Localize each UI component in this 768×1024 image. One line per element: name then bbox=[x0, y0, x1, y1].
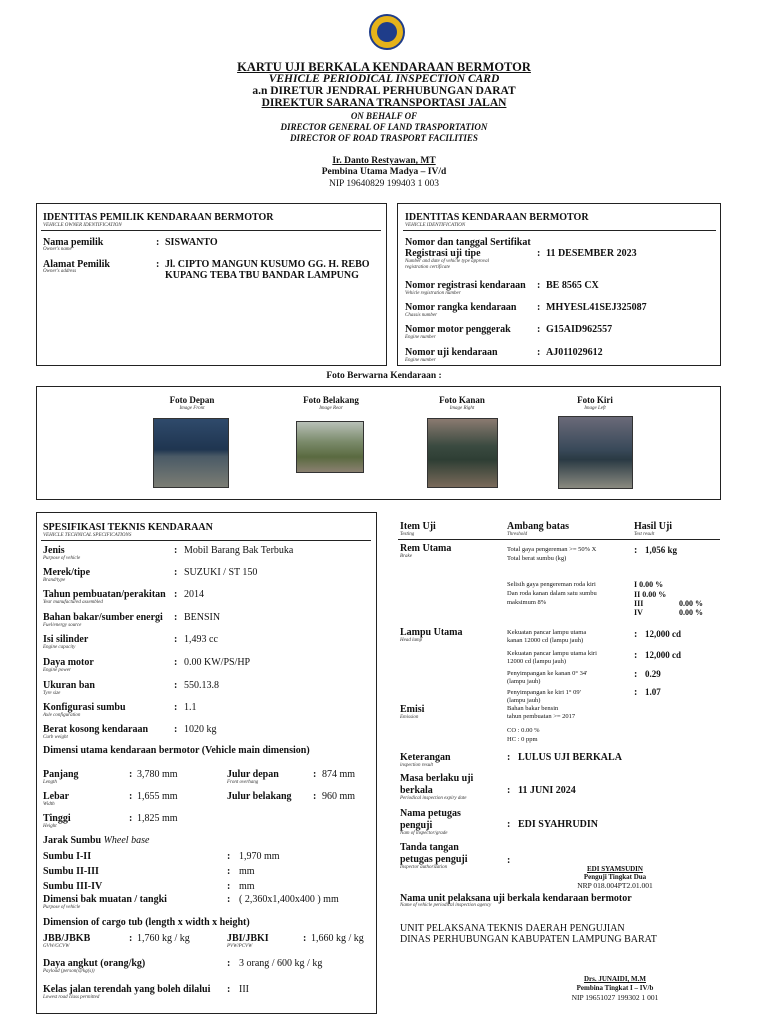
cert-value: 11 DESEMBER 2023 bbox=[546, 248, 637, 259]
spec-sub: Curb weight bbox=[43, 735, 68, 740]
engine-colon: : bbox=[537, 324, 541, 335]
axle-value: 1,970 mm bbox=[239, 851, 280, 862]
length-colon: : bbox=[129, 769, 133, 780]
brake-threshold-1: Total gaya pengereman >= 50% X bbox=[507, 546, 597, 553]
length-sub: Length bbox=[43, 780, 57, 785]
rear-overhang-colon: : bbox=[313, 791, 317, 802]
spec-colon: : bbox=[174, 589, 178, 600]
emission-hc: HC : 0 ppm bbox=[507, 736, 538, 743]
brake-diff-2: Dan roda kanan dalam satu sumbu bbox=[507, 590, 597, 597]
front-overhang-label: Julur depan bbox=[227, 769, 279, 780]
dimension-heading: Dimensi utama kendaraan bermotor (Vehicle main dimension) bbox=[43, 745, 310, 756]
axle-label: Sumbu II-III bbox=[43, 866, 99, 877]
emission-co: CO : 0.00 % bbox=[507, 727, 540, 734]
payload-sub: Payload (person(s)/kg(s)) bbox=[43, 969, 95, 974]
inspector-sub: Nam of inspector/grade bbox=[400, 831, 448, 836]
reg-sub: Vehicle registration number bbox=[405, 291, 461, 296]
chassis-label: Nomor rangka kendaraan bbox=[405, 302, 517, 313]
axle-label: Sumbu I-II bbox=[43, 851, 92, 862]
expiry-label-1: Masa berlaku uji bbox=[400, 773, 474, 784]
specs-heading-rule bbox=[41, 540, 371, 541]
inspector-label-1: Nama petugas bbox=[400, 808, 461, 819]
spec-sub: Engine capacity bbox=[43, 645, 76, 650]
spec-colon: : bbox=[174, 680, 178, 691]
brake-axle-3: III bbox=[634, 599, 644, 608]
axle-colon: : bbox=[227, 851, 231, 862]
specs-box bbox=[36, 512, 377, 1014]
head-signature-nip: NIP 19651027 199302 1 001 bbox=[571, 993, 659, 1002]
engine-label: Nomor motor penggerak bbox=[405, 324, 511, 335]
photo-left-sub: Image Left bbox=[584, 406, 606, 411]
spec-value: 550.13.8 bbox=[184, 680, 219, 691]
spec-value: 1.1 bbox=[184, 702, 197, 713]
brake-diff-3: maksimum 8% bbox=[507, 599, 547, 606]
chassis-sub: Chassis number bbox=[405, 313, 438, 318]
width-colon: : bbox=[129, 791, 133, 802]
cargo-tub-heading: Dimension of cargo tub (length x width x height) bbox=[43, 917, 250, 928]
width-sub: Width bbox=[43, 802, 55, 807]
spec-value: SUZUKI / ST 150 bbox=[184, 567, 258, 578]
reg-value: BE 8565 CX bbox=[546, 280, 599, 291]
col-result-header: Hasil Uji bbox=[634, 521, 673, 532]
emission-label: Emisi bbox=[400, 704, 425, 715]
signature-label-1: Tanda tangan bbox=[400, 842, 459, 853]
brake-result-1: 1,056 kg bbox=[645, 545, 678, 555]
vehicle-heading-rule bbox=[403, 230, 716, 231]
col-threshold-header: Ambang batas bbox=[507, 521, 569, 532]
spec-colon: : bbox=[174, 724, 178, 735]
test-number-label: Nomor uji kendaraan bbox=[405, 347, 498, 358]
spec-value: 2014 bbox=[184, 589, 204, 600]
spec-colon: : bbox=[174, 657, 178, 668]
col-item-sub: Testing bbox=[400, 532, 415, 537]
spec-label: Tahun pembuatan/perakitan bbox=[43, 589, 166, 600]
headlamp-colon-4: : bbox=[634, 687, 638, 698]
pvw-label: JBI/JBKI bbox=[227, 933, 269, 944]
gvw-value: 1,760 kg / kg bbox=[137, 933, 190, 944]
spec-colon: : bbox=[174, 567, 178, 578]
photo-front-sub: Image Front bbox=[179, 406, 205, 411]
signature-sub: Inspector authorization bbox=[400, 865, 448, 870]
road-class-value: III bbox=[239, 984, 249, 995]
spec-sub: Purpose of vehicle bbox=[43, 556, 81, 561]
headlamp-threshold-2: kanan 12000 cd (lampu jauh) bbox=[507, 637, 584, 644]
photo-front-label: Foto Depan bbox=[169, 395, 215, 405]
owner-identity-box bbox=[36, 203, 387, 366]
spec-label: Merek/tipe bbox=[43, 567, 91, 578]
pvw-value: 1,660 kg / kg bbox=[311, 933, 364, 944]
inspector-signature-rank: Penguji Tingkat Dua bbox=[583, 873, 647, 881]
spec-value: Mobil Barang Bak Terbuka bbox=[184, 545, 294, 556]
signature-label-2: petugas penguji bbox=[400, 854, 468, 865]
directorate: DIREKTUR SARANA TRANSPORTASI JALAN bbox=[261, 97, 507, 109]
headlamp-threshold-5: Penyimpangan ke kanan 0° 34' bbox=[507, 670, 588, 677]
inspector-signature-name: EDI SYAMSUDIN bbox=[587, 865, 643, 873]
owner-name-sub: Owner's name bbox=[43, 247, 72, 252]
head-signature-name: Drs. JUNAIDI, M.M bbox=[583, 975, 647, 983]
axle-colon: : bbox=[227, 881, 231, 892]
agency-line-1: UNIT PELAKSANA TEKNIS DAERAH PENGUJIAN bbox=[400, 923, 625, 934]
inspector-colon: : bbox=[507, 819, 511, 830]
spec-sub: Fuel/energy source bbox=[43, 623, 82, 628]
official-rank: Pembina Utama Madya – IV/d bbox=[321, 167, 447, 177]
expiry-colon: : bbox=[507, 785, 511, 796]
owner-heading: IDENTITAS PEMILIK KENDARAAN BERMOTOR bbox=[43, 212, 274, 223]
owner-name-value: SISWANTO bbox=[165, 237, 218, 248]
cert-label-1: Nomor dan tanggal Sertifikat bbox=[405, 237, 531, 248]
spec-label: Isi silinder bbox=[43, 634, 89, 645]
owner-address-line-2: KUPANG TEBA TBU BANDAR LAMPUNG bbox=[165, 270, 359, 281]
gvw-colon: : bbox=[129, 933, 133, 944]
agency-label: Nama unit pelaksana uji berkala kendaraan bermotor bbox=[400, 893, 632, 904]
col-result-sub: Test result bbox=[634, 532, 655, 537]
behalf-line-1: ON BEHALF OF bbox=[350, 111, 418, 121]
vehicle-heading: IDENTITAS KENDARAAN BERMOTOR bbox=[405, 212, 589, 223]
width-label: Lebar bbox=[43, 791, 70, 802]
length-label: Panjang bbox=[43, 769, 79, 780]
headlamp-threshold-7: Penyimpangan ke kiri 1° 09' bbox=[507, 689, 581, 696]
headlamp-colon-1: : bbox=[634, 629, 638, 640]
signature-colon: : bbox=[507, 855, 511, 866]
results-header-rule bbox=[398, 539, 720, 540]
photo-rear-label: Foto Belakang bbox=[303, 395, 359, 405]
road-class-sub: Lowest road class permitted bbox=[43, 995, 100, 1000]
headlamp-result-1: 12,000 cd bbox=[645, 629, 681, 639]
owner-address-line-1: Jl. CIPTO MANGUN KUSUMO GG. H. REBO bbox=[165, 259, 370, 270]
wheelbase-label-en: Wheel base bbox=[103, 835, 150, 846]
agency-line-2: DINAS PERHUBUNGAN KABUPATEN LAMPUNG BARAT bbox=[400, 934, 657, 945]
vehicle-heading-sub: VEHICLE IDENTIFICATION bbox=[405, 223, 466, 228]
card-title-en: VEHICLE PERIODICAL INSPECTION CARD bbox=[268, 73, 500, 85]
headlamp-threshold-6: (lampu jauh) bbox=[507, 678, 541, 685]
headlamp-colon-2: : bbox=[634, 650, 638, 661]
axle-value: mm bbox=[239, 881, 255, 892]
emission-threshold-2: tahun pembuatan >= 2017 bbox=[507, 713, 576, 720]
emission-sub: Emission bbox=[400, 715, 419, 720]
payload-value: 3 orang / 600 kg / kg bbox=[239, 958, 323, 969]
brake-label: Rem Utama bbox=[400, 543, 452, 554]
headlamp-result-3: 0.29 bbox=[645, 669, 661, 679]
owner-address-label: Alamat Pemilik bbox=[43, 259, 110, 270]
reg-colon: : bbox=[537, 280, 541, 291]
gvw-label: JBB/JBKB bbox=[43, 933, 91, 944]
test-number-colon: : bbox=[537, 347, 541, 358]
spec-label: Bahan bakar/sumber energi bbox=[43, 612, 163, 623]
front-overhang-colon: : bbox=[313, 769, 317, 780]
brake-diff-1: Selisih gaya pengereman roda kiri bbox=[507, 581, 596, 588]
road-class-colon: : bbox=[227, 984, 231, 995]
height-label: Tinggi bbox=[43, 813, 71, 824]
front-overhang-sub: Front overhang bbox=[227, 780, 259, 785]
card-title: KARTU UJI BERKALA KENDARAAN BERMOTOR bbox=[237, 60, 531, 74]
photo-front bbox=[153, 418, 229, 488]
cert-colon: : bbox=[537, 248, 541, 259]
vehicle-identity-box bbox=[397, 203, 721, 366]
test-number-sub: Engine number bbox=[405, 358, 436, 363]
remark-sub: inspection result bbox=[400, 763, 434, 768]
cert-label-2: Registrasi uji tipe bbox=[405, 248, 481, 259]
expiry-label-2: berkala bbox=[400, 785, 433, 796]
photo-right bbox=[427, 418, 498, 488]
height-sub: Height bbox=[43, 824, 57, 829]
test-number-value: AJ011029612 bbox=[546, 347, 603, 358]
spec-colon: : bbox=[174, 612, 178, 623]
spec-label: Jenis bbox=[43, 545, 65, 556]
wheelbase-label bbox=[43, 835, 149, 846]
photo-rear-sub: Image Rear bbox=[319, 406, 343, 411]
col-threshold-sub: Threshold bbox=[507, 532, 528, 537]
pvw-colon: : bbox=[303, 933, 307, 944]
spec-label: Daya motor bbox=[43, 657, 94, 668]
headlamp-threshold-3: Kekuatan pancar lampu utama kiri bbox=[507, 650, 597, 657]
headlamp-sub: Head lamp bbox=[400, 638, 423, 643]
photo-left bbox=[558, 416, 633, 489]
specs-heading-sub: VEHICLE TECHNICAL SPECIFICATIONS bbox=[43, 533, 132, 538]
specs-heading: SPESIFIKASI TEKNIS KENDARAAN bbox=[43, 522, 213, 533]
owner-name-colon: : bbox=[156, 237, 160, 248]
headlamp-result-4: 1.07 bbox=[645, 687, 661, 697]
rear-overhang-value: 960 mm bbox=[322, 791, 356, 802]
cargo-dim-colon: : bbox=[227, 894, 231, 905]
photo-right-sub: Image Right bbox=[449, 406, 475, 411]
spec-value: 1020 kg bbox=[184, 724, 217, 735]
spec-colon: : bbox=[174, 545, 178, 556]
photos-heading: Foto Berwarna Kendaraan : bbox=[326, 371, 442, 381]
expiry-value: 11 JUNI 2024 bbox=[518, 785, 576, 796]
owner-heading-rule bbox=[41, 230, 381, 231]
brake-axle-4-value: 0.00 % bbox=[679, 608, 703, 617]
cargo-dim-label: Dimensi bak muatan / tangki bbox=[43, 894, 167, 905]
spec-sub: Engine power bbox=[43, 668, 71, 673]
reg-label: Nomor registrasi kendaraan bbox=[405, 280, 526, 291]
inspector-label-2: penguji bbox=[400, 820, 433, 831]
cargo-dim-sub: Purpose of vehicle bbox=[43, 905, 81, 910]
cert-sub-1: Number and date of vehicle type approval bbox=[405, 259, 489, 264]
emission-threshold-1: Bahan bakar bensin bbox=[507, 705, 559, 712]
spec-sub: Axle configuration bbox=[43, 713, 81, 718]
inspector-signature-nrp: NRP 018.004PT2.01.001 bbox=[577, 881, 653, 890]
brake-axle-2: II 0.00 % bbox=[634, 590, 667, 599]
headlamp-result-2: 12,000 cd bbox=[645, 650, 681, 660]
an-line: a.n DIRETUR JENDRAL PERHUBUNGAN DARAT bbox=[252, 85, 516, 97]
width-value: 1,655 mm bbox=[137, 791, 178, 802]
spec-sub: Tyre size bbox=[43, 691, 61, 696]
height-value: 1,825 mm bbox=[137, 813, 178, 824]
rear-overhang-label: Julur belakang bbox=[227, 791, 292, 802]
remark-label: Keterangan bbox=[400, 752, 451, 763]
payload-label: Daya angkut (orang/kg) bbox=[43, 958, 146, 969]
chassis-colon: : bbox=[537, 302, 541, 313]
owner-name-label: Nama pemilik bbox=[43, 237, 104, 248]
spec-colon: : bbox=[174, 702, 178, 713]
official-name: Ir. Danto Restyawan, MT bbox=[332, 156, 436, 166]
behalf-line-2: DIRECTOR GENERAL OF LAND TRASPORTATION bbox=[280, 122, 488, 132]
ministry-emblem bbox=[369, 14, 405, 50]
engine-value: G15AID962557 bbox=[546, 324, 613, 335]
spec-value: 1,493 cc bbox=[184, 634, 218, 645]
headlamp-threshold-1: Kekuatan pancar lampu utama bbox=[507, 629, 587, 636]
owner-address-sub: Owner's address bbox=[43, 269, 77, 274]
brake-axle-4: IV bbox=[634, 608, 643, 617]
owner-heading-sub: VEHICLE OWNER IDENTIFICATION bbox=[43, 223, 122, 228]
headlamp-label: Lampu Utama bbox=[400, 627, 463, 638]
spec-label: Ukuran ban bbox=[43, 680, 95, 691]
brake-threshold-2: Total berat sumbu (kg) bbox=[507, 555, 567, 562]
axle-value: mm bbox=[239, 866, 255, 877]
brake-axle-1: I 0.00 % bbox=[634, 580, 664, 589]
spec-sub: Year manufactured assembled bbox=[43, 600, 103, 605]
payload-colon: : bbox=[227, 958, 231, 969]
brake-colon: : bbox=[634, 545, 638, 556]
wheelbase-label-id: Jarak Sumbu bbox=[43, 835, 102, 846]
remark-colon: : bbox=[507, 752, 511, 763]
photo-right-label: Foto Kanan bbox=[439, 395, 485, 405]
agency-sub: Name of vehicle periodical inspection agency bbox=[400, 903, 492, 908]
col-item-header: Item Uji bbox=[400, 521, 436, 532]
cert-sub-2: registration certificate bbox=[405, 265, 450, 270]
cargo-dim-value: ( 2,360x1,400x400 ) mm bbox=[239, 894, 339, 905]
owner-address-colon: : bbox=[156, 259, 160, 270]
road-class-label: Kelas jalan terendah yang boleh dilalui bbox=[43, 984, 211, 995]
brake-axle-3-value: 0.00 % bbox=[679, 599, 703, 608]
headlamp-colon-3: : bbox=[634, 669, 638, 680]
official-nip: NIP 19640829 199403 1 003 bbox=[329, 179, 439, 189]
spec-sub: Brand/type bbox=[43, 578, 66, 583]
inspector-value: EDI SYAHRUDIN bbox=[518, 819, 598, 830]
photo-left-label: Foto Kiri bbox=[577, 395, 613, 405]
axle-label: Sumbu III-IV bbox=[43, 881, 103, 892]
engine-sub: Engine number bbox=[405, 335, 436, 340]
headlamp-threshold-4: 12000 cd (lampu jauh) bbox=[507, 658, 567, 665]
photos-box bbox=[36, 386, 721, 500]
pvw-sub: PVW/PCVW bbox=[227, 944, 253, 949]
spec-label: Konfigurasi sumbu bbox=[43, 702, 126, 713]
length-value: 3,780 mm bbox=[137, 769, 178, 780]
height-colon: : bbox=[129, 813, 133, 824]
behalf-line-3: DIRECTOR OF ROAD TRASPORT FACILITIES bbox=[290, 133, 478, 143]
expiry-sub: Periodical inspection expiry date bbox=[400, 796, 467, 801]
remark-value: LULUS UJI BERKALA bbox=[518, 752, 622, 763]
chassis-value: MHYESL41SEJ325087 bbox=[546, 302, 647, 313]
headlamp-threshold-8: (lampu jauh) bbox=[507, 697, 541, 704]
spec-colon: : bbox=[174, 634, 178, 645]
axle-colon: : bbox=[227, 866, 231, 877]
spec-value: 0.00 KW/PS/HP bbox=[184, 657, 251, 668]
gvw-sub: GVW/GCVW bbox=[43, 944, 70, 949]
photo-rear bbox=[296, 421, 364, 473]
front-overhang-value: 874 mm bbox=[322, 769, 356, 780]
spec-value: BENSIN bbox=[184, 612, 221, 623]
spec-label: Berat kosong kendaraan bbox=[43, 724, 149, 735]
brake-sub: Brake bbox=[400, 554, 412, 559]
head-signature-rank: Pembina Tingkat I – IV/b bbox=[576, 984, 654, 992]
